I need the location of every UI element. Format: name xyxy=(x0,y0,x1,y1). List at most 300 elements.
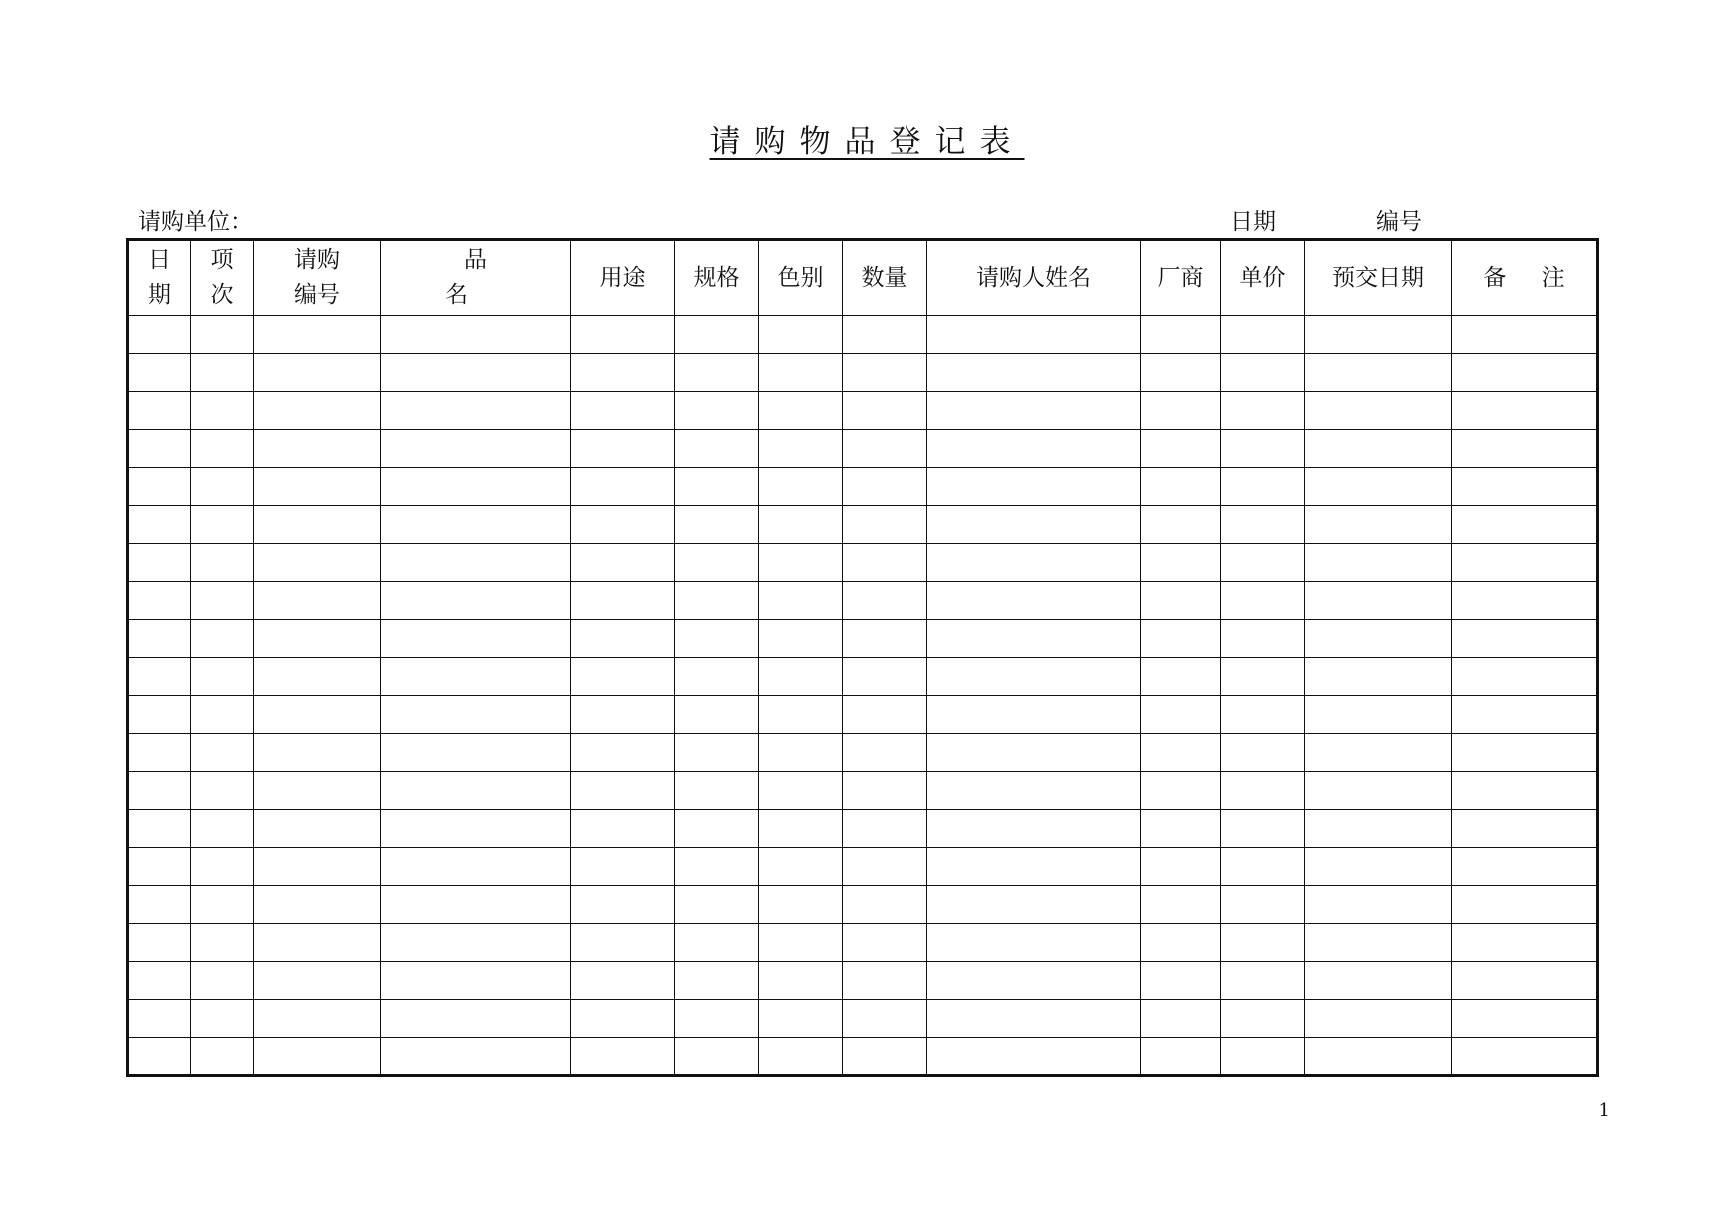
cell-remarks[interactable] xyxy=(1452,392,1598,430)
cell-quantity[interactable] xyxy=(843,886,927,924)
cell-spec[interactable] xyxy=(675,886,759,924)
cell-quantity[interactable] xyxy=(843,316,927,354)
table-row xyxy=(128,392,1598,430)
cell-remarks[interactable] xyxy=(1452,620,1598,658)
cell-request-no[interactable] xyxy=(254,1038,381,1076)
cell-request-no[interactable] xyxy=(254,506,381,544)
column-header-vendor-text: 厂商 xyxy=(1157,264,1204,291)
cell-unit-price[interactable] xyxy=(1221,506,1305,544)
cell-request-no[interactable] xyxy=(254,734,381,772)
cell-request-no[interactable] xyxy=(254,658,381,696)
cell-remarks[interactable] xyxy=(1452,962,1598,1000)
cell-date[interactable] xyxy=(128,468,191,506)
table-header-row xyxy=(128,240,1598,316)
cell-quantity[interactable] xyxy=(843,810,927,848)
cell-product-name[interactable] xyxy=(381,1000,571,1038)
purchase-request-table xyxy=(126,238,1599,1077)
cell-color[interactable] xyxy=(759,658,843,696)
cell-unit-price[interactable] xyxy=(1221,658,1305,696)
cell-color[interactable] xyxy=(759,468,843,506)
cell-remarks[interactable] xyxy=(1452,848,1598,886)
cell-unit-price[interactable] xyxy=(1221,734,1305,772)
cell-request-no[interactable] xyxy=(254,924,381,962)
table-row xyxy=(128,696,1598,734)
cell-remarks[interactable] xyxy=(1452,430,1598,468)
cell-requester[interactable] xyxy=(927,316,1141,354)
cell-request-no[interactable] xyxy=(254,430,381,468)
cell-product-name[interactable] xyxy=(381,772,571,810)
cell-spec[interactable] xyxy=(675,392,759,430)
cell-item[interactable] xyxy=(191,772,254,810)
cell-item[interactable] xyxy=(191,506,254,544)
cell-remarks[interactable] xyxy=(1452,734,1598,772)
cell-spec[interactable] xyxy=(675,1000,759,1038)
cell-vendor[interactable] xyxy=(1141,506,1221,544)
table-row xyxy=(128,468,1598,506)
cell-expected-date[interactable] xyxy=(1305,582,1452,620)
cell-requester[interactable] xyxy=(927,696,1141,734)
cell-purpose[interactable] xyxy=(571,316,675,354)
cell-product-name[interactable] xyxy=(381,810,571,848)
cell-quantity[interactable] xyxy=(843,772,927,810)
cell-expected-date[interactable] xyxy=(1305,544,1452,582)
cell-spec[interactable] xyxy=(675,582,759,620)
cell-spec[interactable] xyxy=(675,430,759,468)
cell-color[interactable] xyxy=(759,962,843,1000)
cell-expected-date[interactable] xyxy=(1305,430,1452,468)
cell-request-no[interactable] xyxy=(254,392,381,430)
cell-product-name[interactable] xyxy=(381,582,571,620)
cell-purpose[interactable] xyxy=(571,506,675,544)
column-header-color-text: 色别 xyxy=(777,264,824,291)
cell-quantity[interactable] xyxy=(843,924,927,962)
cell-unit-price[interactable] xyxy=(1221,924,1305,962)
cell-expected-date[interactable] xyxy=(1305,316,1452,354)
cell-color[interactable] xyxy=(759,848,843,886)
cell-purpose[interactable] xyxy=(571,696,675,734)
cell-expected-date[interactable] xyxy=(1305,354,1452,392)
column-header-unit-price xyxy=(1221,240,1305,316)
cell-spec[interactable] xyxy=(675,696,759,734)
table-row xyxy=(128,924,1598,962)
cell-purpose[interactable] xyxy=(571,468,675,506)
cell-spec[interactable] xyxy=(675,1038,759,1076)
cell-remarks[interactable] xyxy=(1452,468,1598,506)
cell-requester[interactable] xyxy=(927,886,1141,924)
cell-expected-date[interactable] xyxy=(1305,924,1452,962)
cell-color[interactable] xyxy=(759,734,843,772)
cell-unit-price[interactable] xyxy=(1221,962,1305,1000)
number-label: 编号 xyxy=(1376,209,1422,235)
cell-purpose[interactable] xyxy=(571,1038,675,1076)
cell-vendor[interactable] xyxy=(1141,392,1221,430)
cell-expected-date[interactable] xyxy=(1305,658,1452,696)
cell-spec[interactable] xyxy=(675,620,759,658)
column-header-purpose-text: 用途 xyxy=(599,264,646,291)
cell-request-no[interactable] xyxy=(254,772,381,810)
cell-quantity[interactable] xyxy=(843,696,927,734)
cell-vendor[interactable] xyxy=(1141,468,1221,506)
cell-unit-price[interactable] xyxy=(1221,886,1305,924)
cell-remarks[interactable] xyxy=(1452,582,1598,620)
cell-expected-date[interactable] xyxy=(1305,886,1452,924)
cell-date[interactable] xyxy=(128,810,191,848)
cell-item[interactable] xyxy=(191,734,254,772)
cell-purpose[interactable] xyxy=(571,392,675,430)
cell-purpose[interactable] xyxy=(571,1000,675,1038)
column-header-date-line-2: 期 xyxy=(148,282,171,308)
cell-purpose[interactable] xyxy=(571,354,675,392)
cell-color[interactable] xyxy=(759,544,843,582)
cell-product-name[interactable] xyxy=(381,696,571,734)
table-row xyxy=(128,620,1598,658)
cell-color[interactable] xyxy=(759,582,843,620)
cell-requester[interactable] xyxy=(927,392,1141,430)
cell-item[interactable] xyxy=(191,582,254,620)
cell-request-no[interactable] xyxy=(254,1000,381,1038)
cell-vendor[interactable] xyxy=(1141,658,1221,696)
cell-quantity[interactable] xyxy=(843,734,927,772)
cell-requester[interactable] xyxy=(927,1038,1141,1076)
cell-quantity[interactable] xyxy=(843,620,927,658)
cell-purpose[interactable] xyxy=(571,544,675,582)
column-header-purpose xyxy=(571,240,675,316)
cell-vendor[interactable] xyxy=(1141,734,1221,772)
cell-unit-price[interactable] xyxy=(1221,620,1305,658)
cell-purpose[interactable] xyxy=(571,620,675,658)
cell-color[interactable] xyxy=(759,354,843,392)
cell-date[interactable] xyxy=(128,848,191,886)
cell-purpose[interactable] xyxy=(571,848,675,886)
cell-request-no[interactable] xyxy=(254,620,381,658)
cell-remarks[interactable] xyxy=(1452,544,1598,582)
cell-quantity[interactable] xyxy=(843,506,927,544)
cell-requester[interactable] xyxy=(927,848,1141,886)
cell-remarks[interactable] xyxy=(1452,354,1598,392)
cell-color[interactable] xyxy=(759,430,843,468)
cell-item[interactable] xyxy=(191,1038,254,1076)
cell-purpose[interactable] xyxy=(571,962,675,1000)
cell-quantity[interactable] xyxy=(843,658,927,696)
column-header-request-no xyxy=(254,240,381,316)
cell-unit-price[interactable] xyxy=(1221,316,1305,354)
cell-item[interactable] xyxy=(191,962,254,1000)
cell-product-name[interactable] xyxy=(381,544,571,582)
cell-requester[interactable] xyxy=(927,810,1141,848)
cell-remarks[interactable] xyxy=(1452,924,1598,962)
cell-item[interactable] xyxy=(191,620,254,658)
cell-item[interactable] xyxy=(191,810,254,848)
column-header-date-line-1: 日 xyxy=(148,247,171,273)
cell-product-name[interactable] xyxy=(381,392,571,430)
column-header-quantity xyxy=(843,240,927,316)
cell-color[interactable] xyxy=(759,886,843,924)
cell-color[interactable] xyxy=(759,810,843,848)
table-row xyxy=(128,810,1598,848)
cell-quantity[interactable] xyxy=(843,544,927,582)
cell-quantity[interactable] xyxy=(843,1000,927,1038)
column-header-requester xyxy=(927,240,1141,316)
cell-date[interactable] xyxy=(128,354,191,392)
cell-item[interactable] xyxy=(191,544,254,582)
cell-request-no[interactable] xyxy=(254,886,381,924)
table-row xyxy=(128,582,1598,620)
cell-item[interactable] xyxy=(191,848,254,886)
cell-unit-price[interactable] xyxy=(1221,582,1305,620)
cell-vendor[interactable] xyxy=(1141,430,1221,468)
cell-quantity[interactable] xyxy=(843,582,927,620)
cell-color[interactable] xyxy=(759,696,843,734)
cell-item[interactable] xyxy=(191,316,254,354)
cell-color[interactable] xyxy=(759,316,843,354)
cell-item[interactable] xyxy=(191,392,254,430)
cell-purpose[interactable] xyxy=(571,886,675,924)
cell-product-name[interactable] xyxy=(381,430,571,468)
cell-remarks[interactable] xyxy=(1452,696,1598,734)
cell-quantity[interactable] xyxy=(843,962,927,1000)
cell-request-no[interactable] xyxy=(254,354,381,392)
cell-purpose[interactable] xyxy=(571,772,675,810)
cell-expected-date[interactable] xyxy=(1305,962,1452,1000)
cell-vendor[interactable] xyxy=(1141,544,1221,582)
cell-unit-price[interactable] xyxy=(1221,354,1305,392)
cell-requester[interactable] xyxy=(927,468,1141,506)
cell-item[interactable] xyxy=(191,430,254,468)
cell-quantity[interactable] xyxy=(843,1038,927,1076)
cell-date[interactable] xyxy=(128,962,191,1000)
cell-product-name[interactable] xyxy=(381,354,571,392)
cell-product-name[interactable] xyxy=(381,468,571,506)
cell-color[interactable] xyxy=(759,1000,843,1038)
column-header-product-name xyxy=(381,240,571,316)
cell-vendor[interactable] xyxy=(1141,582,1221,620)
cell-purpose[interactable] xyxy=(571,582,675,620)
cell-date[interactable] xyxy=(128,696,191,734)
cell-quantity[interactable] xyxy=(843,392,927,430)
cell-item[interactable] xyxy=(191,696,254,734)
cell-unit-price[interactable] xyxy=(1221,810,1305,848)
cell-color[interactable] xyxy=(759,620,843,658)
cell-requester[interactable] xyxy=(927,544,1141,582)
cell-quantity[interactable] xyxy=(843,468,927,506)
cell-expected-date[interactable] xyxy=(1305,848,1452,886)
cell-expected-date[interactable] xyxy=(1305,810,1452,848)
cell-color[interactable] xyxy=(759,392,843,430)
cell-color[interactable] xyxy=(759,1038,843,1076)
cell-spec[interactable] xyxy=(675,316,759,354)
cell-request-no[interactable] xyxy=(254,810,381,848)
cell-requester[interactable] xyxy=(927,734,1141,772)
cell-requester[interactable] xyxy=(927,924,1141,962)
cell-expected-date[interactable] xyxy=(1305,468,1452,506)
column-header-requester-text: 请购人姓名 xyxy=(976,264,1091,291)
cell-date[interactable] xyxy=(128,886,191,924)
cell-expected-date[interactable] xyxy=(1305,392,1452,430)
cell-item[interactable] xyxy=(191,468,254,506)
cell-expected-date[interactable] xyxy=(1305,1000,1452,1038)
cell-item[interactable] xyxy=(191,354,254,392)
cell-remarks[interactable] xyxy=(1452,658,1598,696)
cell-product-name[interactable] xyxy=(381,316,571,354)
cell-requester[interactable] xyxy=(927,506,1141,544)
cell-item[interactable] xyxy=(191,1000,254,1038)
cell-date[interactable] xyxy=(128,734,191,772)
cell-request-no[interactable] xyxy=(254,848,381,886)
cell-item[interactable] xyxy=(191,924,254,962)
cell-date[interactable] xyxy=(128,1000,191,1038)
cell-vendor[interactable] xyxy=(1141,848,1221,886)
cell-vendor[interactable] xyxy=(1141,620,1221,658)
cell-color[interactable] xyxy=(759,772,843,810)
table-row xyxy=(128,1000,1598,1038)
cell-purpose[interactable] xyxy=(571,430,675,468)
cell-vendor[interactable] xyxy=(1141,1000,1221,1038)
table-row xyxy=(128,886,1598,924)
cell-quantity[interactable] xyxy=(843,430,927,468)
page-number: 1 xyxy=(1598,1100,1610,1121)
cell-product-name[interactable] xyxy=(381,506,571,544)
cell-vendor[interactable] xyxy=(1141,354,1221,392)
cell-unit-price[interactable] xyxy=(1221,392,1305,430)
cell-product-name[interactable] xyxy=(381,962,571,1000)
cell-product-name[interactable] xyxy=(381,848,571,886)
cell-requester[interactable] xyxy=(927,962,1141,1000)
cell-request-no[interactable] xyxy=(254,544,381,582)
cell-unit-price[interactable] xyxy=(1221,696,1305,734)
cell-vendor[interactable] xyxy=(1141,924,1221,962)
cell-purpose[interactable] xyxy=(571,734,675,772)
cell-spec[interactable] xyxy=(675,810,759,848)
cell-date[interactable] xyxy=(128,620,191,658)
table-row xyxy=(128,506,1598,544)
cell-product-name[interactable] xyxy=(381,620,571,658)
column-header-expected-date xyxy=(1305,240,1452,316)
cell-remarks[interactable] xyxy=(1452,506,1598,544)
cell-purpose[interactable] xyxy=(571,658,675,696)
cell-date[interactable] xyxy=(128,924,191,962)
cell-expected-date[interactable] xyxy=(1305,1038,1452,1076)
cell-unit-price[interactable] xyxy=(1221,468,1305,506)
cell-purpose[interactable] xyxy=(571,924,675,962)
cell-spec[interactable] xyxy=(675,962,759,1000)
cell-date[interactable] xyxy=(128,506,191,544)
cell-vendor[interactable] xyxy=(1141,962,1221,1000)
cell-unit-price[interactable] xyxy=(1221,772,1305,810)
cell-purpose[interactable] xyxy=(571,810,675,848)
cell-request-no[interactable] xyxy=(254,468,381,506)
cell-spec[interactable] xyxy=(675,772,759,810)
cell-date[interactable] xyxy=(128,392,191,430)
cell-remarks[interactable] xyxy=(1452,1038,1598,1076)
cell-vendor[interactable] xyxy=(1141,886,1221,924)
cell-spec[interactable] xyxy=(675,506,759,544)
column-header-date xyxy=(128,240,191,316)
cell-product-name[interactable] xyxy=(381,658,571,696)
cell-product-name[interactable] xyxy=(381,924,571,962)
cell-spec[interactable] xyxy=(675,734,759,772)
table-row xyxy=(128,734,1598,772)
table-row xyxy=(128,962,1598,1000)
cell-product-name[interactable] xyxy=(381,1038,571,1076)
cell-date[interactable] xyxy=(128,430,191,468)
cell-remarks[interactable] xyxy=(1452,810,1598,848)
cell-vendor[interactable] xyxy=(1141,696,1221,734)
cell-remarks[interactable] xyxy=(1452,886,1598,924)
date-label: 日期 xyxy=(1230,209,1276,235)
cell-date[interactable] xyxy=(128,772,191,810)
cell-date[interactable] xyxy=(128,316,191,354)
cell-request-no[interactable] xyxy=(254,316,381,354)
cell-requester[interactable] xyxy=(927,582,1141,620)
cell-requester[interactable] xyxy=(927,620,1141,658)
cell-spec[interactable] xyxy=(675,468,759,506)
cell-spec[interactable] xyxy=(675,848,759,886)
column-header-expected-date-text: 预交日期 xyxy=(1332,264,1424,291)
cell-date[interactable] xyxy=(128,544,191,582)
cell-requester[interactable] xyxy=(927,1000,1141,1038)
document-title xyxy=(0,122,1720,162)
cell-expected-date[interactable] xyxy=(1305,734,1452,772)
cell-requester[interactable] xyxy=(927,772,1141,810)
cell-requester[interactable] xyxy=(927,354,1141,392)
cell-requester[interactable] xyxy=(927,430,1141,468)
cell-vendor[interactable] xyxy=(1141,772,1221,810)
cell-expected-date[interactable] xyxy=(1305,506,1452,544)
cell-vendor[interactable] xyxy=(1141,1038,1221,1076)
cell-spec[interactable] xyxy=(675,544,759,582)
cell-expected-date[interactable] xyxy=(1305,696,1452,734)
cell-item[interactable] xyxy=(191,658,254,696)
column-header-unit-price-text: 单价 xyxy=(1239,264,1286,291)
cell-product-name[interactable] xyxy=(381,734,571,772)
cell-request-no[interactable] xyxy=(254,962,381,1000)
cell-requester[interactable] xyxy=(927,658,1141,696)
cell-color[interactable] xyxy=(759,924,843,962)
cell-date[interactable] xyxy=(128,658,191,696)
cell-request-no[interactable] xyxy=(254,696,381,734)
cell-spec[interactable] xyxy=(675,658,759,696)
cell-date[interactable] xyxy=(128,1038,191,1076)
cell-unit-price[interactable] xyxy=(1221,1038,1305,1076)
cell-vendor[interactable] xyxy=(1141,316,1221,354)
cell-unit-price[interactable] xyxy=(1221,544,1305,582)
cell-spec[interactable] xyxy=(675,924,759,962)
cell-unit-price[interactable] xyxy=(1221,430,1305,468)
cell-unit-price[interactable] xyxy=(1221,848,1305,886)
cell-remarks[interactable] xyxy=(1452,772,1598,810)
cell-quantity[interactable] xyxy=(843,848,927,886)
cell-remarks[interactable] xyxy=(1452,316,1598,354)
cell-remarks[interactable] xyxy=(1452,1000,1598,1038)
cell-quantity[interactable] xyxy=(843,354,927,392)
column-header-vendor xyxy=(1141,240,1221,316)
cell-request-no[interactable] xyxy=(254,582,381,620)
cell-product-name[interactable] xyxy=(381,886,571,924)
cell-unit-price[interactable] xyxy=(1221,1000,1305,1038)
column-header-request-no-line-1: 请购 xyxy=(294,247,340,273)
cell-date[interactable] xyxy=(128,582,191,620)
cell-vendor[interactable] xyxy=(1141,810,1221,848)
document-title-text: 请购物品登记表 xyxy=(709,124,1025,160)
column-header-spec xyxy=(675,240,759,316)
cell-expected-date[interactable] xyxy=(1305,772,1452,810)
column-header-remarks xyxy=(1452,240,1598,316)
cell-expected-date[interactable] xyxy=(1305,620,1452,658)
cell-item[interactable] xyxy=(191,886,254,924)
cell-spec[interactable] xyxy=(675,354,759,392)
table-row xyxy=(128,354,1598,392)
cell-color[interactable] xyxy=(759,506,843,544)
